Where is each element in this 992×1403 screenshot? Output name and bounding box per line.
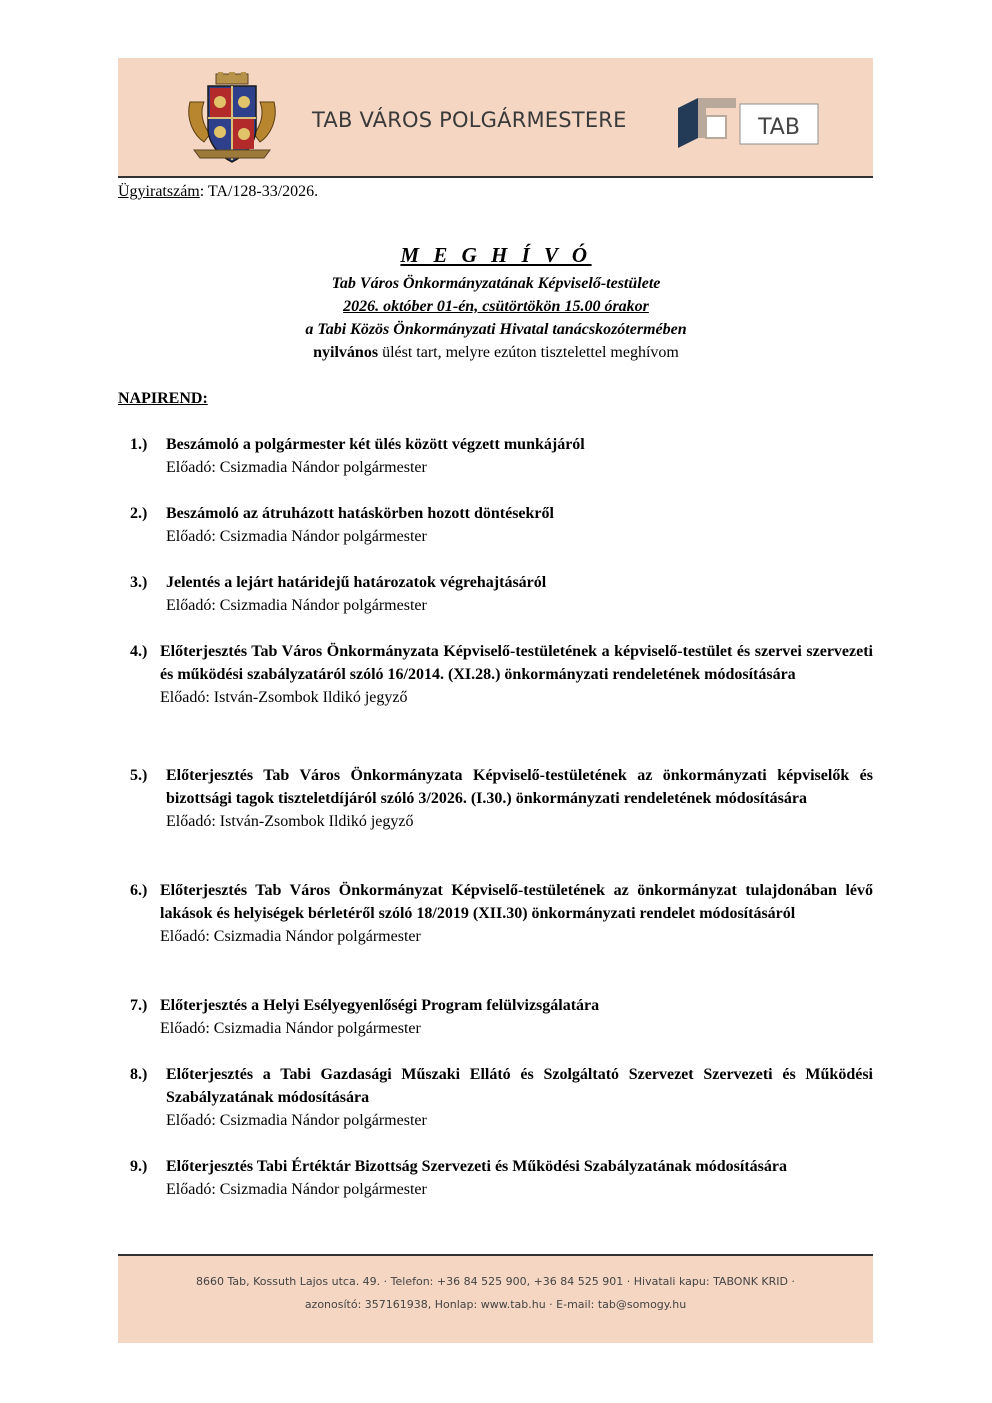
agenda-item-presenter: Előadó: Csizmadia Nándor polgármester bbox=[166, 1112, 427, 1129]
invitation-date-line: 2026. október 01-én, csütörtökön 15.00 órakor bbox=[343, 298, 649, 315]
agenda-item-presenter: Előadó: Csizmadia Nándor polgármester bbox=[160, 1020, 421, 1037]
agenda-item bbox=[130, 571, 873, 617]
agenda-item-title: Jelentés a lejárt határidejű határozatok végrehajtásáról bbox=[166, 574, 547, 591]
agenda-item-title: Előterjesztés Tab Város Önkormányzata Képviselő-testületének az önkormányzati képviselők és bizottsági tagok tiszteletdíjáról szóló 3/2026. (I.30.) önkormányzati rendeletének módosítására bbox=[166, 767, 873, 807]
tab-logo-icon bbox=[676, 94, 821, 152]
agenda-item-presenter: Előadó: Csizmadia Nándor polgármester bbox=[166, 528, 427, 545]
agenda-item-number: 8.) bbox=[130, 1066, 148, 1083]
agenda-item-number: 5.) bbox=[130, 767, 148, 784]
invitation-title: M E G H Í V Ó bbox=[400, 243, 592, 267]
agenda-item-number: 1.) bbox=[130, 436, 148, 453]
public-word: nyilvános bbox=[313, 344, 379, 361]
agenda-item-number: 3.) bbox=[130, 574, 148, 591]
agenda-item bbox=[130, 433, 873, 479]
agenda-item-presenter: Előadó: István-Zsombok Ildikó jegyző bbox=[160, 689, 408, 706]
agenda-item-number: 6.) bbox=[130, 882, 148, 899]
agenda-item-presenter: Előadó: Csizmadia Nándor polgármester bbox=[166, 459, 427, 476]
agenda-item bbox=[130, 1063, 873, 1132]
agenda-item bbox=[130, 994, 873, 1040]
agenda-item-number: 2.) bbox=[130, 505, 148, 522]
agenda-item-number: 4.) bbox=[130, 643, 148, 660]
agenda-item-title: Előterjesztés Tabi Értéktár Bizottság Szervezeti és Működési Szabályzatának módosítására bbox=[166, 1158, 787, 1175]
agenda-item bbox=[130, 640, 873, 709]
invitation-body-line: Tab Város Önkormányzatának Képviselő-testülete bbox=[331, 275, 661, 292]
agenda-item-title: Beszámoló az átruházott hatáskörben hozott döntésekről bbox=[166, 505, 554, 522]
agenda-item-number: 7.) bbox=[130, 997, 148, 1014]
footer-contact-line: 8660 Tab, Kossuth Lajos utca. 49. · Telefon: +36 84 525 900, +36 84 525 901 · Hivatali kapu: TABONK KRID · bbox=[196, 1275, 795, 1288]
public-rest: ülést tart, melyre ezúton tisztelettel meghívom bbox=[378, 344, 679, 361]
coat-of-arms-icon bbox=[184, 72, 280, 164]
case-number bbox=[118, 183, 318, 201]
letterhead-rule bbox=[118, 176, 873, 178]
agenda-item-presenter: Előadó: István-Zsombok Ildikó jegyző bbox=[166, 813, 414, 830]
agenda-item-title: Előterjesztés a Helyi Esélyegyenlőségi Program felülvizsgálatára bbox=[160, 997, 600, 1014]
agenda-item-presenter: Előadó: Csizmadia Nándor polgármester bbox=[166, 597, 427, 614]
agenda-item-title: Beszámoló a polgármester két ülés között végzett munkájáról bbox=[166, 436, 585, 453]
agenda-item-number: 9.) bbox=[130, 1158, 148, 1175]
invitation-venue-line: a Tabi Közös Önkormányzati Hivatal tanácskozótermében bbox=[305, 321, 687, 338]
agenda-heading: NAPIREND: bbox=[118, 390, 208, 407]
agenda-item-presenter: Előadó: Csizmadia Nándor polgármester bbox=[160, 928, 421, 945]
agenda-item-title: Előterjesztés a Tabi Gazdasági Műszaki Ellátó és Szolgáltató Szervezet Szervezeti és Működési Szabályzatának módosítására bbox=[166, 1066, 873, 1106]
case-number-label: Ügyiratszám bbox=[118, 183, 200, 200]
agenda-item-title: Előterjesztés Tab Város Önkormányzat Képviselő-testületének az önkormányzat tulajdonában lévő lakások és helyiségek bérletéről szóló 18/2019 (XII.30) önkormányzati rendelet módosításáról bbox=[160, 882, 873, 922]
agenda-item-presenter: Előadó: Csizmadia Nándor polgármester bbox=[166, 1181, 427, 1198]
invitation-public-line bbox=[0, 344, 992, 362]
footer-web-line: azonosító: 357161938, Honlap: www.tab.hu · E-mail: tab@somogy.hu bbox=[304, 1298, 687, 1311]
letterhead-title: TAB VÁROS POLGÁRMESTERE bbox=[312, 108, 627, 132]
tab-logo-text: TAB bbox=[758, 115, 800, 140]
agenda-item bbox=[130, 879, 873, 948]
agenda-item-title: Előterjesztés Tab Város Önkormányzata Képviselő-testületének a képviselő-testület és szervei szervezeti és működési szabályzatáról szóló 16/2014. (XI.28.) önkormányzati rendeletének módosítására bbox=[160, 643, 873, 683]
agenda-item bbox=[130, 502, 873, 548]
case-number-value: : TA/128-33/2026. bbox=[199, 183, 319, 200]
agenda-item bbox=[130, 764, 873, 833]
agenda-item bbox=[130, 1155, 873, 1201]
